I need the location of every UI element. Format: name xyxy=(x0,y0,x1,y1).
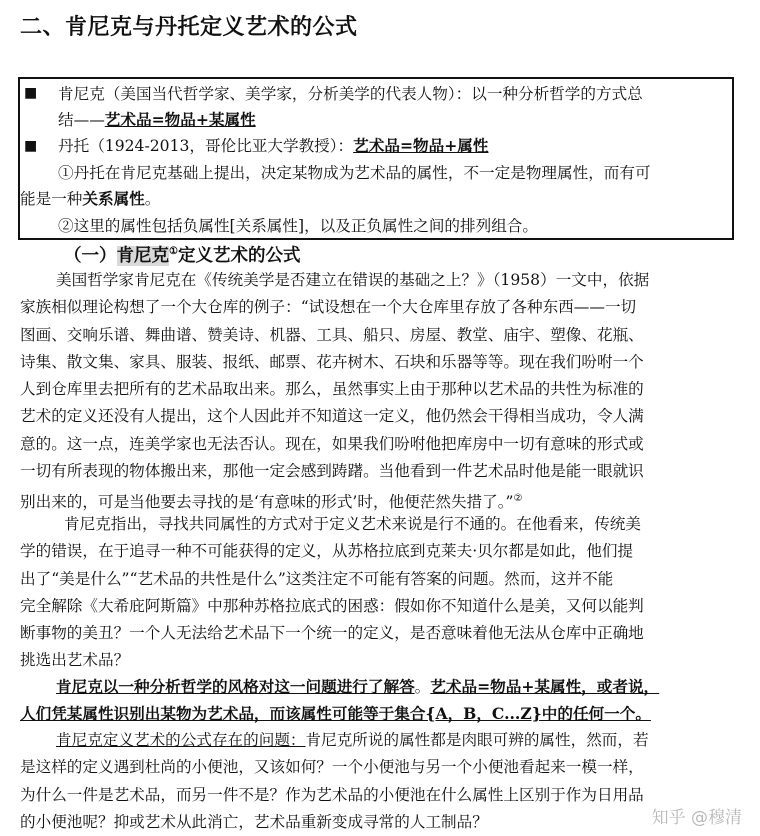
text-line: 意的。这一点，连美学家也无法否认。现在，如果我们吩咐他把库房中一切有意味的形式或 xyxy=(20,434,644,453)
text-line: 完全解除《大希庇阿斯篇》中那种苏格拉底式的困惑：假如你不知道什么是美，又何以能判 xyxy=(20,596,644,615)
text-line: 的小便池呢？抑或艺术从此消亡，艺术品重新变成寻常的人工制品？ xyxy=(20,812,488,831)
summary-text: 丹托（1924-2013，哥伦比亚大学教授）： xyxy=(58,137,354,155)
bullet-square-icon: ■ xyxy=(24,85,38,101)
text-line xyxy=(20,673,736,700)
text-line: 挑选出艺术品？ xyxy=(20,651,130,670)
text-line: 图画、交响乐谱、舞曲谱、赞美诗、机器、工具、船只、房屋、教堂、庙宇、塑像、花瓶、 xyxy=(20,325,644,344)
text-line: 诗集、散文集、家具、服装、报纸、邮票、花卉树木、石块和乐器等等。现在我们吩咐一个 xyxy=(20,352,644,371)
text-line xyxy=(20,485,736,512)
emphasis-text: 肯尼克以一种分析哲学的风格对这一问题进行了解答 xyxy=(56,677,415,696)
summary-line-2 xyxy=(58,110,256,130)
summary-box xyxy=(18,77,734,240)
watermark: 知乎 @穆清 xyxy=(651,808,742,828)
summary-line-1: 肯尼克（美国当代哲学家、美学家，分析美学的代表人物）：以一种分析哲学的方式总 xyxy=(58,85,643,103)
text-line: 为什么一件是艺术品，而另一件不是？作为艺术品的小便池在什么属性上区别于作为日用品 xyxy=(20,785,644,804)
text-line: 出了“美是什么”“艺术品的共性是什么”这类注定不可能有答案的问题。然而，这并不能 xyxy=(20,569,614,588)
paragraph-1 xyxy=(20,267,736,513)
footnote-ref: ① xyxy=(169,246,178,258)
summary-line-3 xyxy=(58,136,488,156)
text-line-content: 肯尼克所说的属性都是肉眼可辨的属性，然而，若 xyxy=(305,731,649,749)
text-line: 一切有所表现的物体搬出来，那他一定会感到踌躇。当他看到一件艺术品时他是能一眼就识 xyxy=(20,462,644,481)
text-line: 学的错误，在于追寻一种不可能获得的定义，从苏格拉底到克莱夫·贝尔都是如此，他们提 xyxy=(20,542,634,561)
subsection-heading xyxy=(64,242,300,267)
summary-text: 结—— xyxy=(58,111,105,129)
subheading-prefix: （一） xyxy=(64,246,117,266)
text-line: 家族相似理论构想了一个大仓库的例子：“试设想在一个大仓库里存放了各种东西——一切 xyxy=(20,298,637,317)
paragraph-3 xyxy=(20,673,736,728)
summary-text: 能是一种 xyxy=(20,190,83,208)
text-line-content: 别出来的，可是当他要去寻找的是‘有意味的形式’时，他便茫然失措了。” xyxy=(20,493,514,512)
paragraph-4 xyxy=(20,727,736,836)
problem-label: 肯尼克定义艺术的公式存在的问题： xyxy=(56,731,306,749)
relation-attribute: 关系属性 xyxy=(82,189,145,208)
text-line: 美国哲学家肯尼克在《传统美学是否建立在错误的基础之上？》（1958）一文中，依据 xyxy=(56,271,650,289)
formula-kennick: 艺术品=物品+某属性 xyxy=(104,110,256,129)
footnote-ref: ② xyxy=(513,493,523,505)
text-line: 是这样的定义遇到杜尚的小便池，又该如何？一个小便池与另一个小便池看起来一模一样， xyxy=(20,758,644,777)
text-line: 人们凭某属性识别出某物为艺术品，而该属性可能等于集合{A，B，C...Z}中的任何一个。 xyxy=(20,704,651,724)
summary-text: 。 xyxy=(144,190,161,208)
emphasis-text: 艺术品=物品+某属性，或者说， xyxy=(430,677,660,696)
text-line: 艺术的定义还没有人提出，这个人因此并不知道这一定义，他仍然会干得相当成功，令人满 xyxy=(20,407,644,426)
formula-danto: 艺术品=物品+属性 xyxy=(353,136,489,155)
summary-line-4: ①丹托在肯尼克基础上提出，决定某物成为艺术品的属性，不一定是物理属性，而有可 xyxy=(58,164,651,182)
subheading-name: 肯尼克 xyxy=(116,246,169,266)
subheading-rest: 定义艺术的公式 xyxy=(177,246,301,266)
text-line: 肯尼克指出，寻找共同属性的方式对于定义艺术来说是行不通的。在他看来，传统美 xyxy=(64,515,641,533)
text-line-content: 。 xyxy=(414,678,431,696)
summary-line-5 xyxy=(20,189,160,209)
text-line: 人到仓库里去把所有的艺术品取出来。那么，虽然事实上由于那种以艺术品的共性为标准的 xyxy=(20,380,644,399)
paragraph-2 xyxy=(20,511,736,675)
text-line: 断事物的美丑？一个人无法给艺术品下一个统一的定义，是否意味着他无法从仓库中正确地 xyxy=(20,624,644,643)
summary-line-6: ②这里的属性包括负属性[关系属性]，以及正负属性之间的排列组合。 xyxy=(58,217,538,235)
section-heading: 二、肯尼克与丹托定义艺术的公式 xyxy=(20,15,358,40)
text-line xyxy=(20,727,736,754)
bullet-square-icon: ■ xyxy=(24,138,38,154)
